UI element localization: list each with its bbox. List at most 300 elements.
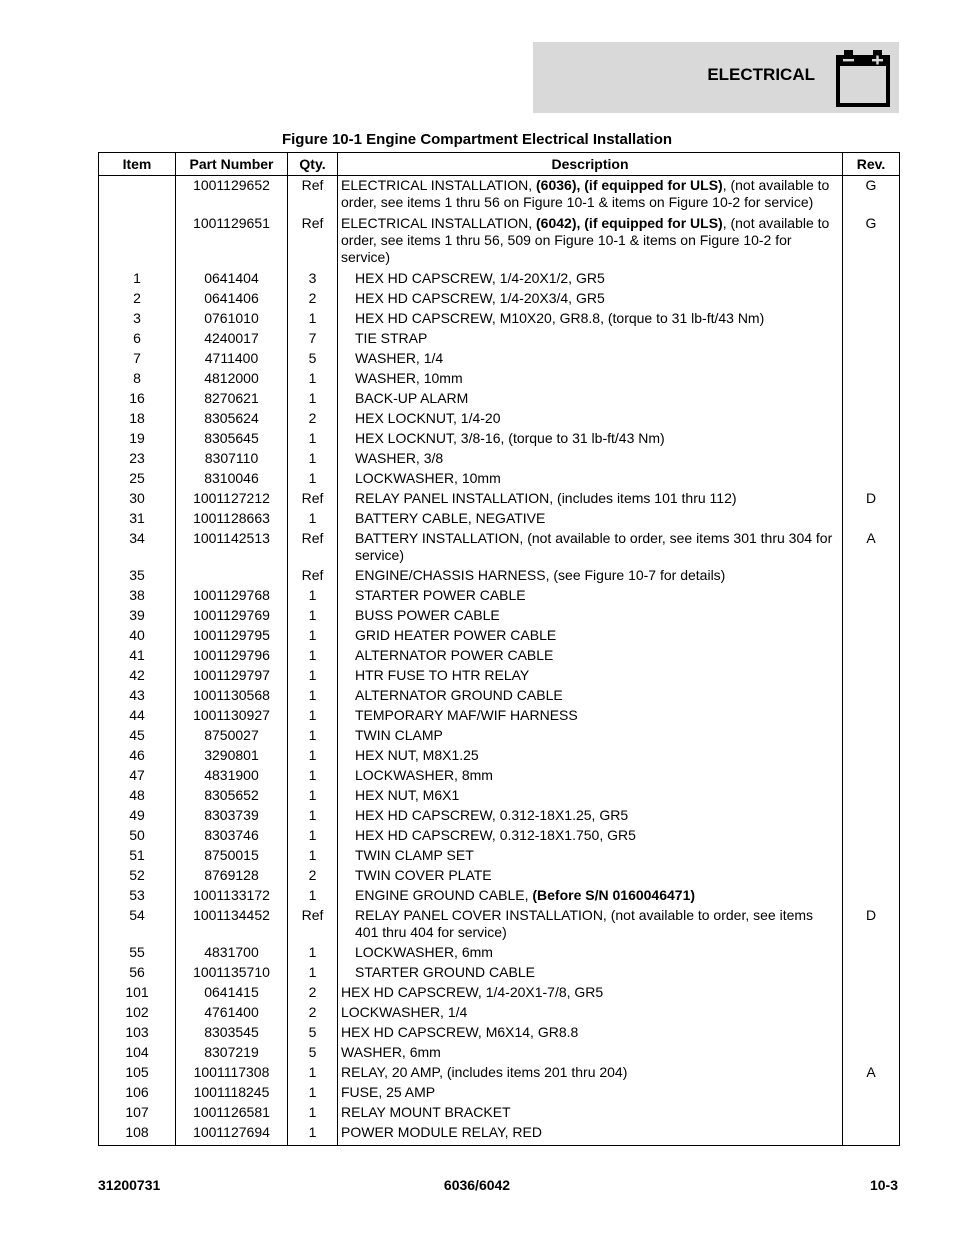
item-number: 8 xyxy=(99,369,176,389)
part-number: 1001118245 xyxy=(176,1083,288,1103)
footer-manual-number: 31200731 xyxy=(98,1177,161,1193)
description-text: LOCKWASHER, 6mm xyxy=(355,944,493,960)
revision xyxy=(843,1023,900,1043)
item-number: 47 xyxy=(99,766,176,786)
quantity: Ref xyxy=(288,489,338,509)
description-text: LOCKWASHER, 8mm xyxy=(355,767,493,783)
item-number: 55 xyxy=(99,943,176,963)
item-number: 103 xyxy=(99,1023,176,1043)
part-number: 1001129795 xyxy=(176,626,288,646)
table-row xyxy=(99,389,900,409)
part-number: 0641406 xyxy=(176,289,288,309)
part-number: 1001129796 xyxy=(176,646,288,666)
figure-title: Figure 10-1 Engine Compartment Electrical Installation xyxy=(281,131,673,148)
table-row xyxy=(99,1063,900,1083)
item-number: 7 xyxy=(99,349,176,369)
table-row xyxy=(99,469,900,489)
part-number: 8305645 xyxy=(176,429,288,449)
quantity: 2 xyxy=(288,983,338,1003)
item-number: 39 xyxy=(99,606,176,626)
quantity: 1 xyxy=(288,943,338,963)
table-row xyxy=(99,746,900,766)
item-number: 2 xyxy=(99,289,176,309)
description xyxy=(338,566,843,586)
item-number: 44 xyxy=(99,706,176,726)
quantity: 1 xyxy=(288,686,338,706)
revision xyxy=(843,409,900,429)
description-text: TEMPORARY MAF/WIF HARNESS xyxy=(355,707,578,723)
description-text: RELAY PANEL COVER INSTALLATION, (not available to order, see items 401 thru 404 for service) xyxy=(355,907,814,940)
description-text: RELAY, 20 AMP, (includes items 201 thru 204) xyxy=(341,1064,628,1080)
part-number: 8305624 xyxy=(176,409,288,429)
description-text: ALTERNATOR POWER CABLE xyxy=(355,647,554,663)
quantity: 1 xyxy=(288,429,338,449)
revision xyxy=(843,289,900,309)
table-row xyxy=(99,886,900,906)
item-number: 46 xyxy=(99,746,176,766)
table-row xyxy=(99,706,900,726)
quantity: 1 xyxy=(288,1063,338,1083)
item-number: 1 xyxy=(99,269,176,289)
part-number: 1001126581 xyxy=(176,1103,288,1123)
description-text: ELECTRICAL INSTALLATION, xyxy=(341,177,537,193)
description-text: BATTERY CABLE, NEGATIVE xyxy=(355,510,546,526)
table-row xyxy=(99,509,900,529)
description xyxy=(338,886,843,906)
item-number: 35 xyxy=(99,566,176,586)
table-row xyxy=(99,726,900,746)
quantity: 1 xyxy=(288,1103,338,1123)
battery-icon xyxy=(834,47,892,109)
table-row xyxy=(99,349,900,369)
description xyxy=(338,1083,843,1103)
revision: G xyxy=(843,214,900,269)
description-emphasis: (6036), (if equipped for ULS) xyxy=(536,177,723,193)
table-row xyxy=(99,586,900,606)
parts-table xyxy=(98,152,900,1146)
description-text: HEX HD CAPSCREW, M6X14, GR8.8 xyxy=(341,1024,579,1040)
item-number: 50 xyxy=(99,826,176,846)
quantity: 1 xyxy=(288,1123,338,1146)
revision: D xyxy=(843,489,900,509)
item-number: 16 xyxy=(99,389,176,409)
description-text: HEX HD CAPSCREW, 1/4-20X3/4, GR5 xyxy=(355,290,605,306)
revision xyxy=(843,349,900,369)
description-text: TIE STRAP xyxy=(355,330,428,346)
description-text: BACK-UP ALARM xyxy=(355,390,469,406)
item-number: 52 xyxy=(99,866,176,886)
part-number: 8750015 xyxy=(176,846,288,866)
quantity: 1 xyxy=(288,509,338,529)
quantity: 1 xyxy=(288,646,338,666)
description xyxy=(338,686,843,706)
revision xyxy=(843,646,900,666)
item-number: 18 xyxy=(99,409,176,429)
description xyxy=(338,1003,843,1023)
description-text: WASHER, 10mm xyxy=(355,370,463,386)
table-row xyxy=(99,786,900,806)
table-row xyxy=(99,626,900,646)
item-number: 40 xyxy=(99,626,176,646)
table-row xyxy=(99,686,900,706)
revision xyxy=(843,269,900,289)
description xyxy=(338,606,843,626)
description xyxy=(338,706,843,726)
revision xyxy=(843,626,900,646)
quantity: 1 xyxy=(288,606,338,626)
revision xyxy=(843,866,900,886)
item-number: 3 xyxy=(99,309,176,329)
item-number: 102 xyxy=(99,1003,176,1023)
table-row xyxy=(99,369,900,389)
part-number: 0641404 xyxy=(176,269,288,289)
part-number: 1001127694 xyxy=(176,1123,288,1146)
item-number: 54 xyxy=(99,906,176,943)
table-header-row xyxy=(99,153,900,176)
description-emphasis: (Before S/N 0160046471) xyxy=(532,887,696,903)
part-number: 1001129651 xyxy=(176,214,288,269)
description-text: HEX LOCKNUT, 3/8-16, (torque to 31 lb-ft/43 Nm) xyxy=(355,430,665,446)
item-number: 19 xyxy=(99,429,176,449)
revision: G xyxy=(843,176,900,215)
description-text: HEX HD CAPSCREW, 0.312-18X1.750, GR5 xyxy=(355,827,636,843)
part-number: 4831700 xyxy=(176,943,288,963)
revision xyxy=(843,963,900,983)
part-number: 1001142513 xyxy=(176,529,288,566)
description xyxy=(338,766,843,786)
item-number: 48 xyxy=(99,786,176,806)
part-number: 1001127212 xyxy=(176,489,288,509)
description xyxy=(338,983,843,1003)
item-number: 107 xyxy=(99,1103,176,1123)
quantity: 5 xyxy=(288,1043,338,1063)
part-number: 8270621 xyxy=(176,389,288,409)
part-number: 4240017 xyxy=(176,329,288,349)
table-row xyxy=(99,906,900,943)
item-number: 42 xyxy=(99,666,176,686)
quantity: 1 xyxy=(288,726,338,746)
description xyxy=(338,509,843,529)
section-tab xyxy=(533,42,899,113)
table-row xyxy=(99,666,900,686)
description-text: HEX NUT, M8X1.25 xyxy=(355,747,479,763)
description xyxy=(338,906,843,943)
description-text: BUSS POWER CABLE xyxy=(355,607,500,623)
description xyxy=(338,826,843,846)
description-text: ENGINE GROUND CABLE, xyxy=(355,887,533,903)
quantity: Ref xyxy=(288,529,338,566)
table-row xyxy=(99,449,900,469)
revision xyxy=(843,1123,900,1146)
description-text: LOCKWASHER, 1/4 xyxy=(341,1004,468,1020)
part-number: 4831900 xyxy=(176,766,288,786)
quantity: 1 xyxy=(288,389,338,409)
part-number: 1001117308 xyxy=(176,1063,288,1083)
quantity: 1 xyxy=(288,963,338,983)
quantity: 1 xyxy=(288,666,338,686)
quantity: Ref xyxy=(288,566,338,586)
description-text: RELAY PANEL INSTALLATION, (includes items 101 thru 112) xyxy=(355,490,737,506)
table-row xyxy=(99,529,900,566)
part-number: 8310046 xyxy=(176,469,288,489)
description xyxy=(338,1063,843,1083)
table-row xyxy=(99,489,900,509)
item-number xyxy=(99,214,176,269)
item-number: 101 xyxy=(99,983,176,1003)
part-number xyxy=(176,566,288,586)
description xyxy=(338,626,843,646)
column-header-qty: Qty. xyxy=(288,153,338,176)
description-text: ENGINE/CHASSIS HARNESS, (see Figure 10-7 for details) xyxy=(355,567,726,583)
quantity: 2 xyxy=(288,409,338,429)
description xyxy=(338,369,843,389)
quantity: Ref xyxy=(288,906,338,943)
quantity: 1 xyxy=(288,586,338,606)
column-header-part-number: Part Number xyxy=(176,153,288,176)
quantity: 2 xyxy=(288,289,338,309)
description-text: ELECTRICAL INSTALLATION, xyxy=(341,215,537,231)
revision xyxy=(843,429,900,449)
revision xyxy=(843,766,900,786)
description-text: HEX NUT, M6X1 xyxy=(355,787,460,803)
revision xyxy=(843,886,900,906)
description-text: WASHER, 3/8 xyxy=(355,450,444,466)
description xyxy=(338,489,843,509)
quantity: 1 xyxy=(288,806,338,826)
revision xyxy=(843,606,900,626)
description xyxy=(338,269,843,289)
description xyxy=(338,469,843,489)
table-row xyxy=(99,963,900,983)
description xyxy=(338,586,843,606)
description-text: HEX LOCKNUT, 1/4-20 xyxy=(355,410,501,426)
description xyxy=(338,806,843,826)
description xyxy=(338,329,843,349)
description-text: HEX HD CAPSCREW, M10X20, GR8.8, (torque to 31 lb-ft/43 Nm) xyxy=(355,310,765,326)
quantity: 1 xyxy=(288,626,338,646)
description xyxy=(338,786,843,806)
description-text: POWER MODULE RELAY, RED xyxy=(341,1124,542,1140)
description xyxy=(338,409,843,429)
description xyxy=(338,389,843,409)
part-number: 4711400 xyxy=(176,349,288,369)
item-number xyxy=(99,176,176,215)
description-text: FUSE, 25 AMP xyxy=(341,1084,436,1100)
table-row xyxy=(99,309,900,329)
quantity: 1 xyxy=(288,746,338,766)
quantity: 1 xyxy=(288,766,338,786)
revision xyxy=(843,983,900,1003)
item-number: 23 xyxy=(99,449,176,469)
quantity: Ref xyxy=(288,176,338,215)
description-text: STARTER POWER CABLE xyxy=(355,587,526,603)
revision xyxy=(843,806,900,826)
description-text: TWIN COVER PLATE xyxy=(355,867,492,883)
description-text: HEX HD CAPSCREW, 1/4-20X1-7/8, GR5 xyxy=(341,984,604,1000)
table-row xyxy=(99,943,900,963)
table-row xyxy=(99,1003,900,1023)
revision xyxy=(843,786,900,806)
quantity: 2 xyxy=(288,1003,338,1023)
description-text: STARTER GROUND CABLE xyxy=(355,964,535,980)
quantity: Ref xyxy=(288,214,338,269)
revision xyxy=(843,1003,900,1023)
item-number: 43 xyxy=(99,686,176,706)
description xyxy=(338,866,843,886)
revision xyxy=(843,329,900,349)
quantity: 2 xyxy=(288,866,338,886)
revision xyxy=(843,449,900,469)
quantity: 1 xyxy=(288,886,338,906)
revision xyxy=(843,706,900,726)
table-row xyxy=(99,409,900,429)
part-number: 0761010 xyxy=(176,309,288,329)
table-row xyxy=(99,329,900,349)
part-number: 8305652 xyxy=(176,786,288,806)
part-number: 1001129768 xyxy=(176,586,288,606)
description xyxy=(338,449,843,469)
description-emphasis: (6042), (if equipped for ULS) xyxy=(536,215,723,231)
part-number: 1001128663 xyxy=(176,509,288,529)
description xyxy=(338,349,843,369)
quantity: 1 xyxy=(288,309,338,329)
table-row xyxy=(99,646,900,666)
table-row xyxy=(99,429,900,449)
quantity: 7 xyxy=(288,329,338,349)
table-row xyxy=(99,866,900,886)
section-title: ELECTRICAL xyxy=(707,65,815,84)
description xyxy=(338,846,843,866)
table-row xyxy=(99,806,900,826)
description-text: TWIN CLAMP SET xyxy=(355,847,474,863)
part-number: 1001133172 xyxy=(176,886,288,906)
item-number: 38 xyxy=(99,586,176,606)
description xyxy=(338,309,843,329)
description xyxy=(338,943,843,963)
part-number: 8307110 xyxy=(176,449,288,469)
part-number: 8750027 xyxy=(176,726,288,746)
part-number: 3290801 xyxy=(176,746,288,766)
item-number: 106 xyxy=(99,1083,176,1103)
table-row xyxy=(99,983,900,1003)
item-number: 53 xyxy=(99,886,176,906)
description xyxy=(338,1023,843,1043)
table-row xyxy=(99,826,900,846)
revision: A xyxy=(843,529,900,566)
revision xyxy=(843,686,900,706)
part-number: 4812000 xyxy=(176,369,288,389)
table-row xyxy=(99,1023,900,1043)
part-number: 8303746 xyxy=(176,826,288,846)
description xyxy=(338,214,843,269)
table-row xyxy=(99,566,900,586)
column-header-rev: Rev. xyxy=(843,153,900,176)
quantity: 1 xyxy=(288,469,338,489)
item-number: 105 xyxy=(99,1063,176,1083)
quantity: 1 xyxy=(288,706,338,726)
description-text: GRID HEATER POWER CABLE xyxy=(355,627,557,643)
description xyxy=(338,1103,843,1123)
description xyxy=(338,176,843,215)
revision xyxy=(843,726,900,746)
description-text: TWIN CLAMP xyxy=(355,727,443,743)
revision xyxy=(843,309,900,329)
part-number: 4761400 xyxy=(176,1003,288,1023)
revision xyxy=(843,1103,900,1123)
item-number: 25 xyxy=(99,469,176,489)
description-text: HTR FUSE TO HTR RELAY xyxy=(355,667,530,683)
revision: A xyxy=(843,1063,900,1083)
quantity: 1 xyxy=(288,449,338,469)
item-number: 108 xyxy=(99,1123,176,1146)
description-text-continued: , (not available to order, see items 1 thru 56, 509 on Figure 10-1 & items on Figure 10-2 for service) xyxy=(341,215,830,265)
description-text: RELAY MOUNT BRACKET xyxy=(341,1104,511,1120)
item-number: 31 xyxy=(99,509,176,529)
quantity: 1 xyxy=(288,369,338,389)
description xyxy=(338,646,843,666)
quantity: 1 xyxy=(288,1083,338,1103)
item-number: 104 xyxy=(99,1043,176,1063)
description-text: ALTERNATOR GROUND CABLE xyxy=(355,687,563,703)
revision xyxy=(843,586,900,606)
part-number: 1001129769 xyxy=(176,606,288,626)
table-row xyxy=(99,846,900,866)
description xyxy=(338,529,843,566)
quantity: 1 xyxy=(288,826,338,846)
table-row xyxy=(99,1043,900,1063)
item-number: 6 xyxy=(99,329,176,349)
item-number: 30 xyxy=(99,489,176,509)
description xyxy=(338,666,843,686)
quantity: 5 xyxy=(288,349,338,369)
revision xyxy=(843,826,900,846)
column-header-description: Description xyxy=(338,153,843,176)
description xyxy=(338,1123,843,1146)
footer-model: 6036/6042 xyxy=(443,1177,511,1193)
description-text: WASHER, 1/4 xyxy=(355,350,444,366)
description xyxy=(338,1043,843,1063)
item-number: 34 xyxy=(99,529,176,566)
footer-page-number: 10-3 xyxy=(869,1177,898,1193)
revision xyxy=(843,666,900,686)
revision xyxy=(843,746,900,766)
revision xyxy=(843,469,900,489)
revision: D xyxy=(843,906,900,943)
item-number: 56 xyxy=(99,963,176,983)
part-number: 8769128 xyxy=(176,866,288,886)
table-row xyxy=(99,176,900,215)
description xyxy=(338,289,843,309)
item-number: 45 xyxy=(99,726,176,746)
quantity: 5 xyxy=(288,1023,338,1043)
part-number: 8303545 xyxy=(176,1023,288,1043)
part-number: 0641415 xyxy=(176,983,288,1003)
quantity: 1 xyxy=(288,846,338,866)
part-number: 8303739 xyxy=(176,806,288,826)
revision xyxy=(843,1083,900,1103)
item-number: 41 xyxy=(99,646,176,666)
description xyxy=(338,746,843,766)
quantity: 3 xyxy=(288,269,338,289)
revision xyxy=(843,943,900,963)
table-row xyxy=(99,1083,900,1103)
description-text: WASHER, 6mm xyxy=(341,1044,441,1060)
description xyxy=(338,429,843,449)
description-text: LOCKWASHER, 10mm xyxy=(355,470,501,486)
table-row xyxy=(99,269,900,289)
part-number: 1001129652 xyxy=(176,176,288,215)
part-number: 1001134452 xyxy=(176,906,288,943)
